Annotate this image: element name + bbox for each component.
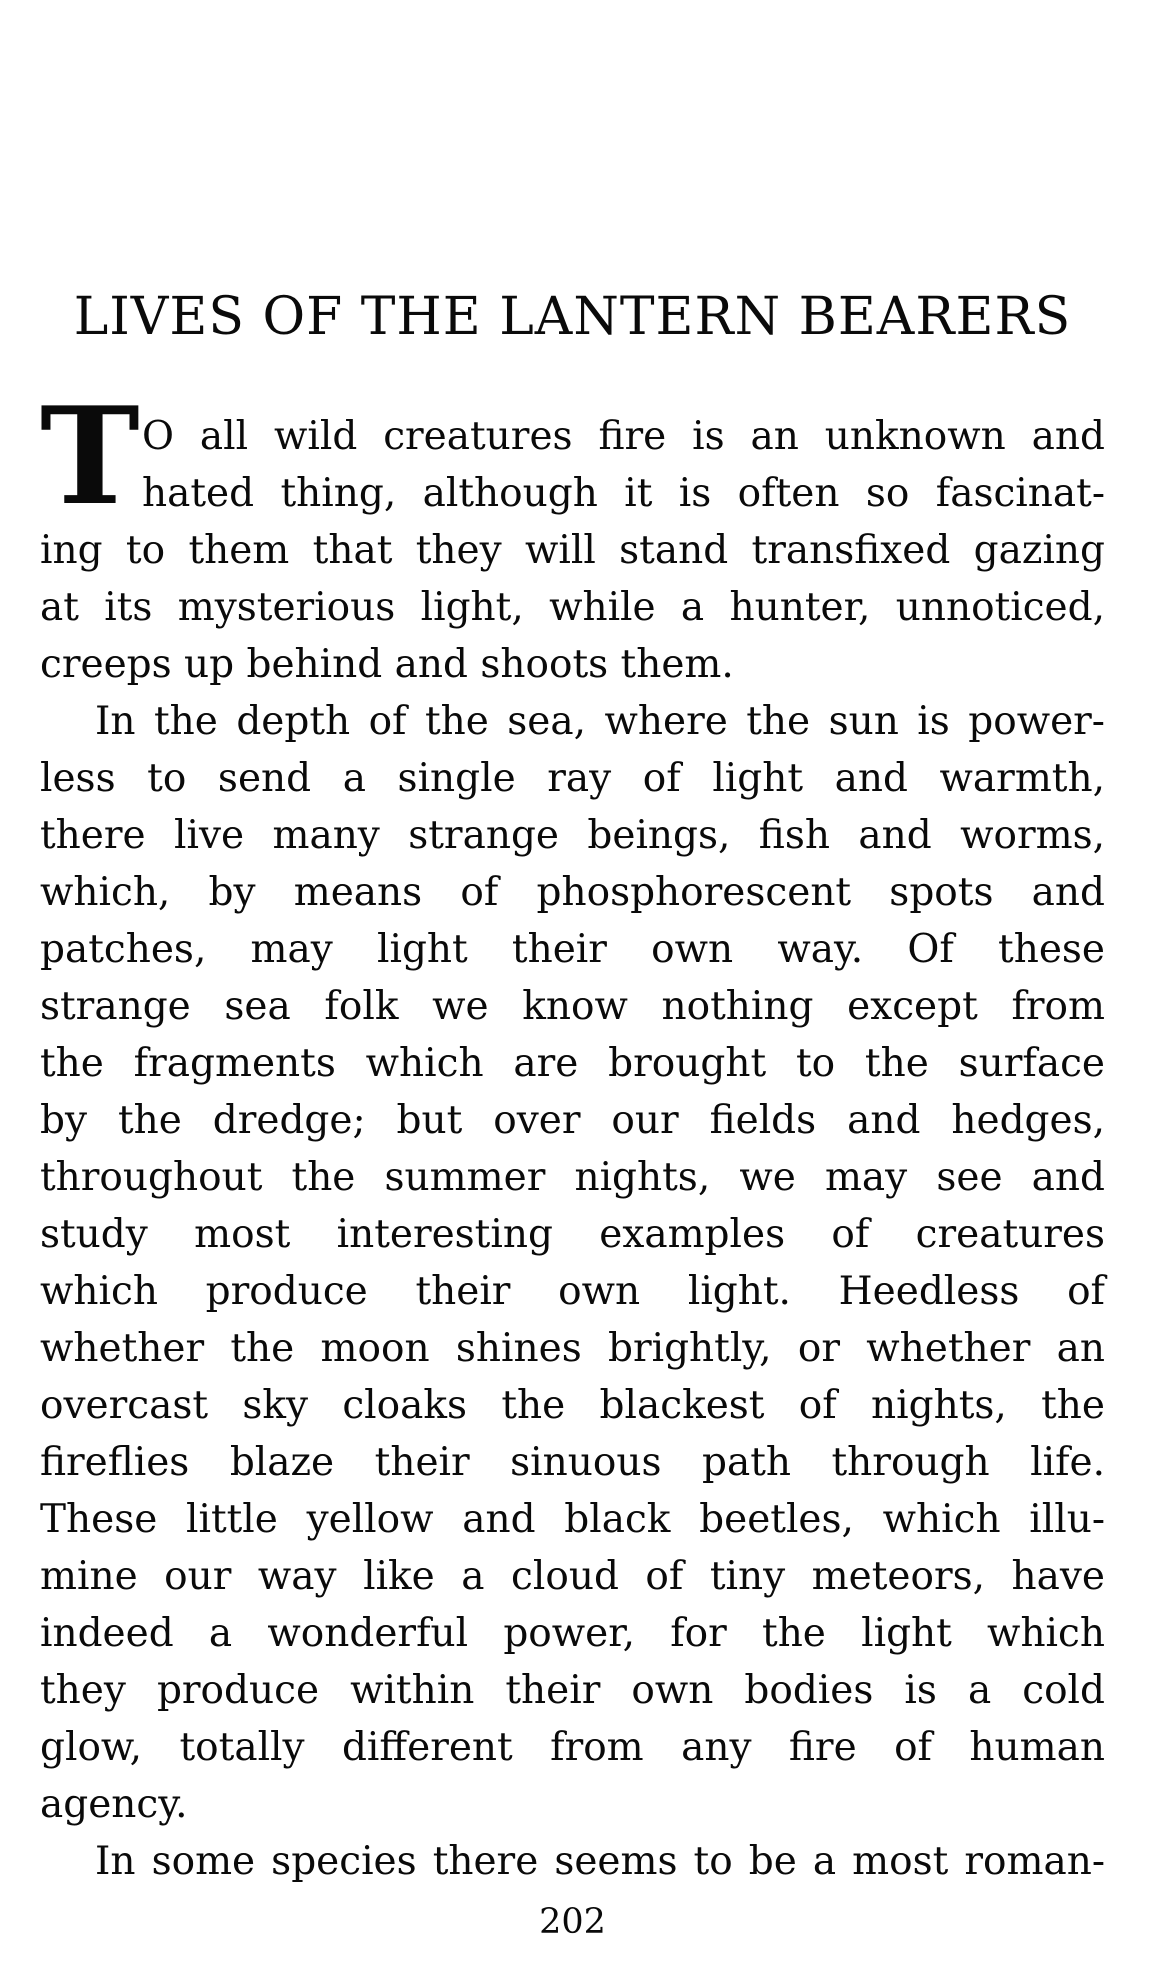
text-line: which produce their own light. Heedless of: [40, 1269, 1105, 1314]
page-text-block: [40, 377, 1105, 1890]
text-line: there live many strange beings, fish and worms,: [40, 813, 1105, 858]
text-line: glow, totally different from any fire of human: [40, 1725, 1105, 1770]
text-line: hated thing, although it is often so fascinat-: [142, 471, 1105, 516]
text-line: indeed a wonderful power, for the light which: [40, 1611, 1105, 1656]
text-line: These little yellow and black beetles, which illu-: [40, 1497, 1105, 1542]
text-line: overcast sky cloaks the blackest of nights, the: [40, 1383, 1105, 1428]
drop-cap: T: [40, 377, 140, 535]
text-line: study most interesting examples of creatures: [40, 1212, 1105, 1257]
text-line: the fragments which are brought to the surface: [40, 1041, 1105, 1086]
text-line: creeps up behind and shoots them.: [40, 642, 734, 687]
text-line: ing to them that they will stand transfixed gazing: [40, 528, 1105, 573]
text-line: by the dredge; but over our fields and hedges,: [40, 1098, 1105, 1143]
paragraph-1: [40, 377, 1105, 693]
text-line: they produce within their own bodies is a cold: [40, 1668, 1105, 1713]
text-line: In the depth of the sea, where the sun is power-: [95, 699, 1105, 744]
page-number: 202: [539, 1902, 606, 1942]
paragraph-3: [40, 1833, 1105, 1890]
text-line: strange sea folk we know nothing except from: [40, 984, 1105, 1029]
text-line: agency.: [40, 1782, 188, 1827]
text-line: at its mysterious light, while a hunter, unnoticed,: [40, 585, 1105, 630]
text-line: In some species there seems to be a most roman-: [95, 1839, 1105, 1884]
text-line: whether the moon shines brightly, or whether an: [40, 1326, 1105, 1371]
text-line: patches, may light their own way. Of these: [40, 927, 1105, 972]
paragraph-2: [40, 693, 1105, 1833]
text-line: which, by means of phosphorescent spots and: [40, 870, 1105, 915]
text-line: less to send a single ray of light and warmth,: [40, 756, 1105, 801]
text-line: O all wild creatures fire is an unknown and: [142, 414, 1105, 459]
text-line: fireflies blaze their sinuous path through life.: [40, 1440, 1105, 1485]
chapter-title: LIVES OF THE LANTERN BEARERS: [73, 287, 1072, 347]
text-line: mine our way like a cloud of tiny meteors, have: [40, 1554, 1105, 1599]
text-line: throughout the summer nights, we may see and: [40, 1155, 1105, 1200]
